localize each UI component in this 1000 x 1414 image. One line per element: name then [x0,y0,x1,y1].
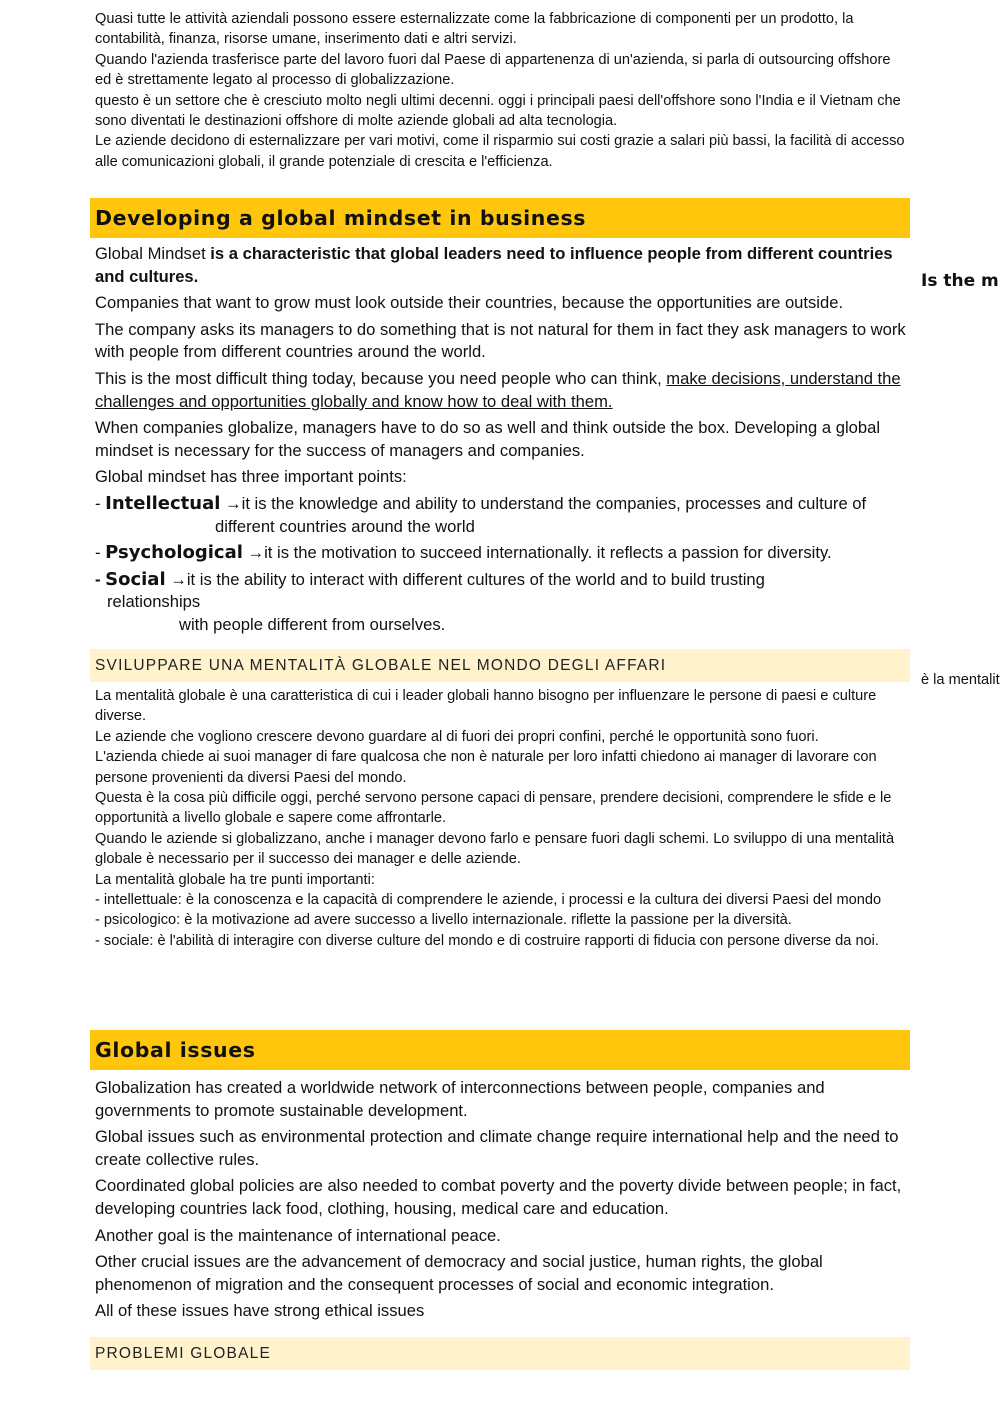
body-paragraph: The company asks its managers to do something that is not natural for them in fact they ask managers to work with people from different countries around the world. [95,319,906,362]
point-term: Psychological [105,542,243,564]
definition-paragraph [90,243,910,288]
body-paragraph: Another goal is the maintenance of international peace. [95,1225,501,1245]
italian-paragraph: Quando le aziende si globalizzano, anche i manager devono farlo e pensare fuori dagli schemi. Lo sviluppo di una mentalità globale è necessario per il successo dei manager e delle aziende. [95,830,895,868]
italian-paragraph: La mentalità globale ha tre punti importanti: [95,871,375,888]
body-paragraph: Globalization has created a worldwide network of interconnections between people, companies and governments to promote sustainable development. [95,1078,825,1120]
point-term: Social [105,568,166,590]
section-subheading-italian: SVILUPPARE UNA MENTALITÀ GLOBALE NEL MONDO DEGLI AFFARI [90,649,910,682]
italian-paragraph: - intellettuale: è la conoscenza e la capacità di comprendere le aziende, i processi e la cultura dei diversi Paesi del mondo [95,892,882,909]
point-continuation: different countries around the world [215,516,475,536]
italian-paragraph: - sociale: è l'abilità di interagire con diverse culture del mondo e di costruire rapporti di fiducia con persone diverse da noi. [95,932,879,949]
section-heading-global-mindset: Developing a global mindset in business [90,198,910,238]
intro-italian-block [90,9,910,172]
body-paragraph [90,368,910,413]
arrow-icon: → [165,569,187,589]
intro-paragraph: Quando l'azienda trasferisce parte del lavoro fuori dal Paese di appartenenza di un'azienda, si parla di outsourcing offshore ed è strettamente legato al processo di globalizzazione. [95,51,891,89]
body-paragraph: Global issues such as environmental protection and climate change require international help and the need to create collective rules. [95,1127,899,1169]
point-psychological [90,542,910,565]
side-cut-text: Is the m [921,271,999,291]
italian-paragraph: La mentalità globale è una caratteristica di cui i leader globali hanno bisogno per influenzare le persone di paesi e culture diverse. [95,688,877,725]
intro-paragraph: Le aziende decidono di esternalizzare per vari motivi, come il risparmio sui costi grazie a salari più bassi, la facilità di accesso alle comunicazioni globali, il grande potenziale di crescita e l'efficienza. [95,133,905,170]
point-text: it is the knowledge and ability to understand the companies, processes and culture of [241,493,867,513]
body-paragraph: Global mindset has three important points: [95,467,407,487]
body-paragraph: Coordinated global policies are also needed to combat poverty and the poverty divide between people; in fact, developing countries lack food, clothing, housing, medical care and education. [95,1176,902,1218]
point-text: it is the ability to interact with different cultures of the world and to build trusting [186,569,765,589]
point-intellectual [90,493,910,516]
body-paragraph: All of these issues have strong ethical issues [95,1301,425,1321]
point-dash: - [95,569,106,589]
point-continuation: relationships [107,592,201,612]
underlined-text: make decisions, understand the challenges and opportunities globally and know how to deal with them. [95,368,901,411]
body-paragraph: Other crucial issues are the advancement of democracy and social justice, human rights, the global phenomenon of migration and the consequent processes of social and economic integration. [95,1252,823,1294]
italian-paragraph: - psicologico: è la motivazione ad avere successo a livello internazionale. riflette la passione per la diversità. [95,912,792,929]
point-dash: - [95,543,106,563]
side-cut-text: è la mentalit [921,672,1000,688]
arrow-icon: → [242,543,265,563]
point-continuation: with people different from ourselves. [179,614,446,634]
body-paragraph: Companies that want to grow must look outside their countries, because the opportunities are outside. [95,293,844,313]
section-subheading-italian: PROBLEMI GLOBALE [90,1337,910,1370]
point-text: it is the motivation to succeed internationally. it reflects a passion for diversity. [264,543,832,563]
section-heading-global-issues: Global issues [90,1030,910,1070]
global-issues-body [90,1077,910,1327]
body-text: This is the most difficult thing today, because you need people who can think, [95,368,667,388]
intro-paragraph: questo è un settore che è cresciuto molto negli ultimi decenni. oggi i principali paesi dell'offshore sono l'India e il Vietnam che sono diventati le destinazioni offshore di molte aziende globali ad alta tecnologia. [95,92,901,130]
arrow-icon: → [220,493,242,513]
point-dash: - [95,493,106,513]
definition-text: is a characteristic that global leaders need to influence people from different countries and cultures. [95,244,893,286]
italian-paragraph: Questa è la cosa più difficile oggi, perché servono persone capaci di pensare, prendere decisioni, comprendere le sfide e le opportunità a livello globale e sapere come affrontarle. [95,790,892,827]
point-term: Intellectual [105,492,221,514]
italian-paragraph: L'azienda chiede ai suoi manager di fare qualcosa che non è naturale per loro infatti chiedono ai manager di lavorare con persone provenienti da diversi Paesi del mondo. [95,749,877,786]
global-mindset-italian-body [90,686,910,951]
point-social [90,569,910,592]
definition-term: Global Mindset [95,244,211,263]
intro-paragraph: Quasi tutte le attività aziendali possono essere esternalizzate come la fabbricazione di componenti per un prodotto, la contabilità, finanza, risorse umane, inserimento dati e altri servizi. [95,11,854,48]
body-paragraph: When companies globalize, managers have to do so as well and think outside the box. Developing a global mindset is necessary for the success of managers and companies. [95,418,881,460]
global-mindset-body [90,243,910,641]
italian-paragraph: Le aziende che vogliono crescere devono guardare al di fuori dei propri confini, perché le opportunità sono fuori. [95,728,819,745]
